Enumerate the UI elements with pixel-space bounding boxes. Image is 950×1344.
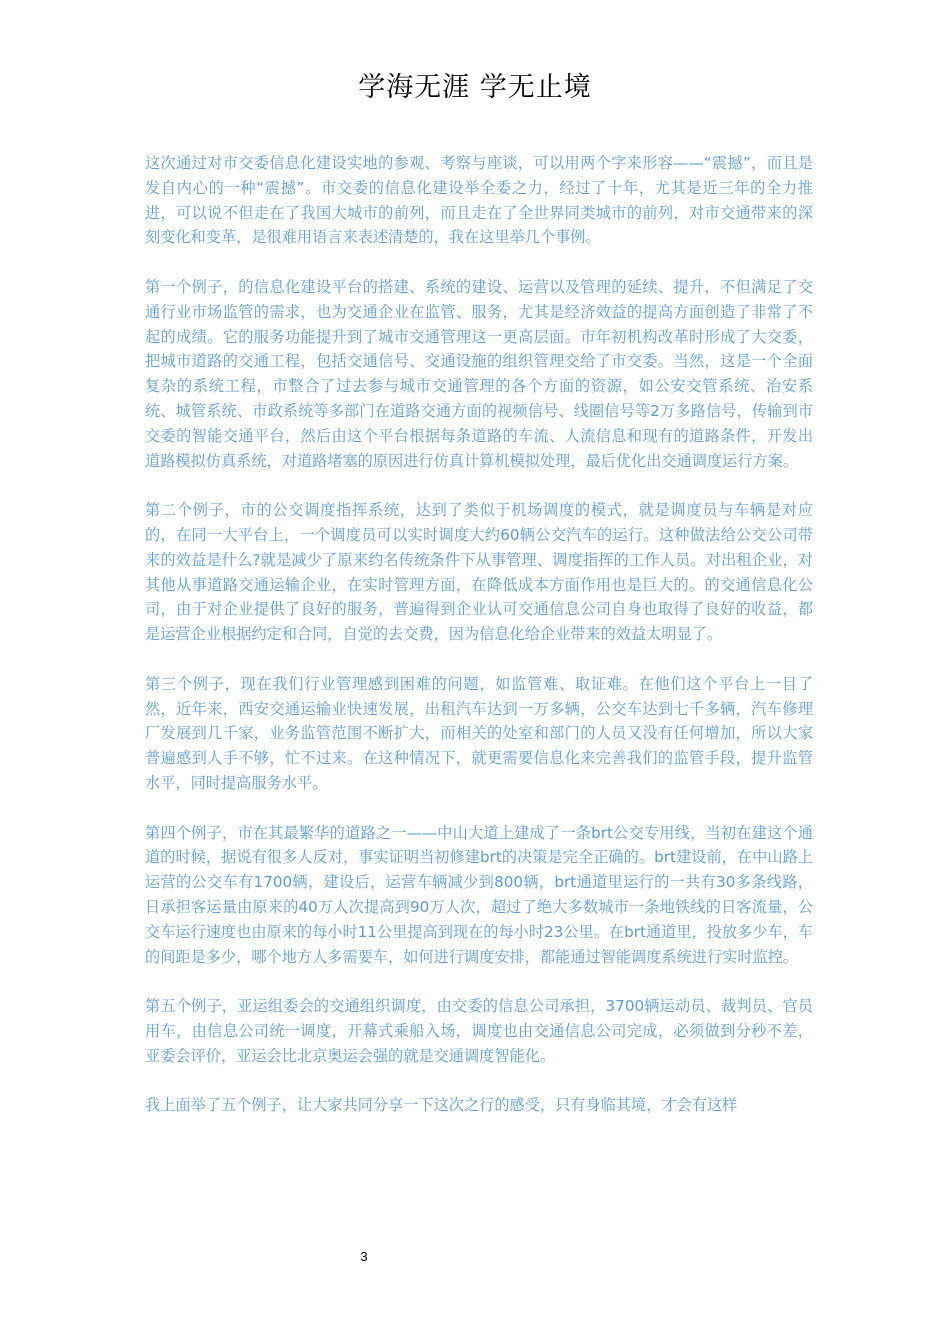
- paragraph-intro: 这次通过对市交委信息化建设实地的参观、考察与座谈，可以用两个字来形容——“震撼”，而且是发自内心的一种“震撼”。市交委的信息化建设举全委之力，经过了十年，尤其是近三年的全力推进，可以说不但走在了我国大城市的前列，而且走在了全世界同类城市的前列，对市交通带来的深刻变化和变革，是很难用语言来表述清楚的，我在这里举几个事例。: [145, 154, 813, 247]
- paragraph-example-4: 第四个例子，市在其最繁华的道路之一——中山大道上建成了一条brt公交专用线，当初在建这个通道的时候，据说有很多人反对，事实证明当初修建brt的决策是完全正确的。brt建设前，在中山路上运营的公交车有1700辆，建设后，运营车辆减少到800辆，brt通道里运行的一共有30多条线路，日承担客运量由原来的40万人次提高到90万人次，超过了绝大多数城市一条地铁线的日客流量，公交车运行速度也由原来的每小时11公里提高到现在的每小时23公里。在brt通道里，投放多少车，车的间距是多少，哪个地方人多需要车，如何进行调度安排，都能通过智能调度系统进行实时监控。: [145, 823, 813, 966]
- page-header-title: 学海无涯 学无止境: [358, 72, 592, 103]
- paragraph-example-1: 第一个例子，的信息化建设平台的搭建、系统的建设、运营以及管理的延续、提升，不但满足了交通行业市场监管的需求，也为交通企业在监管、服务，尤其是经济效益的提高方面创造了非常了不起的成绩。它的服务功能提升到了城市交通管理这一更高层面。市年初机构改革时形成了大交委，把城市道路的交通工程，包括交通信号、交通设施的组织管理交给了市交委。当然，这是一个全面复杂的系统工程，市整合了过去参与城市交通管理的各个方面的资源，如公安交管系统、治安系统、城管系统、市政系统等多部门在道路交通方面的视频信号、线圈信号等2万多路信号，传输到市交委的智能交通平台，然后由这个平台根据每条道路的车流、人流信息和现有的道路条件，开发出道路模拟仿真系统，对道路堵塞的原因进行仿真计算机模拟处理，最后优化出交通调度运行方案。: [145, 277, 813, 470]
- document-body: [145, 151, 813, 1143]
- paragraph-example-5: 第五个例子，亚运组委会的交通组织调度，由交委的信息公司承担，3700辆运动员、裁判员、官员用车，由信息公司统一调度，开幕式乘船入场，调度也由交通信息公司完成，必须做到分秒不差，亚委会评价，亚运会比北京奥运会强的就是交通调度智能化。: [145, 997, 813, 1065]
- page-number: 3: [360, 1249, 368, 1264]
- paragraph-example-3: 第三个例子，现在我们行业管理感到困难的问题，如监管难、取证难。在他们这个平台上一目了然，近年来，西安交通运输业快速发展，出租汽车达到一万多辆，公交车达到七千多辆，汽车修理厂发展到几千家，业务监管范围不断扩大，而相关的处室和部门的人员又没有任何增加，所以大家普遍感到人手不够，忙不过来。在这种情况下，就更需要信息化来完善我们的监管手段，提升监管水平，同时提高服务水平。: [145, 674, 813, 792]
- paragraph-summary: 我上面举了五个例子，让大家共同分享一下这次之行的感受，只有身临其境，才会有这样: [145, 1096, 738, 1115]
- paragraph-example-2: 第二个例子，市的公交调度指挥系统，达到了类似于机场调度的模式，就是调度员与车辆是对应的，在同一大平台上，一个调度员可以实时调度大约60辆公交汽车的运行。这种做法给公交公司带来的效益是什么?就是减少了原来约名传统条件下从事管理、调度指挥的工作人员。对出租企业，对其他从事道路交通运输企业，在实时管理方面，在降低成本方面作用也是巨大的。的交通信息化公司，由于对企业提供了良好的服务，普遍得到企业认可交通信息公司自身也取得了良好的收益，都是运营企业根据约定和合同，自觉的去交费，因为信息化给企业带来的效益太明显了。: [145, 501, 813, 644]
